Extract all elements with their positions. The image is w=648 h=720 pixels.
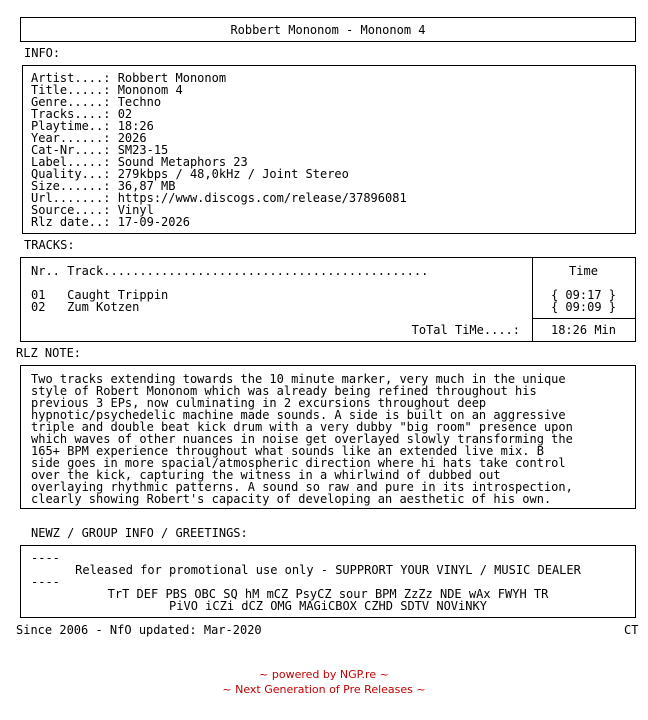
info-box — [22, 65, 636, 234]
total-time-label: ToTal TiMe....: — [411, 323, 520, 337]
track-row-2: 02 Zum Kotzen — [31, 300, 140, 314]
time-header: Time — [569, 264, 598, 278]
track-row-1: 01 Caught Trippin — [31, 288, 169, 302]
note-line: Two tracks extending towards the 10 minute marker, very much in the unique — [31, 372, 566, 386]
note-line: style of Robert Mononom which was already being refined throughout his — [31, 384, 537, 398]
note-line: clearly showing Robert's capacity of developing an aesthetic of his own. — [31, 492, 552, 506]
info-row-rlz-date: Rlz date..: 17-09-2026 — [31, 215, 190, 229]
info-row-url: Url.......: https://www.discogs.com/release/37896081 — [31, 191, 407, 205]
note-line: over the kick, capturing the witness in a whirlwind of dubbed out — [31, 468, 501, 482]
track-time-2: { 09:09 } — [550, 300, 617, 314]
tracks-total-divider — [532, 318, 635, 319]
note-line: overlaying rhythmic patterns. A sound so raw and pure in its introspection, — [31, 480, 573, 494]
newz-dash-bottom: ---- — [31, 575, 60, 589]
footer-initials: CT — [624, 623, 639, 637]
info-row-year: Year......: 2026 — [31, 131, 147, 145]
powered-by-link[interactable]: ~ powered by NGP.re ~ — [259, 668, 389, 681]
info-row-playtime: Playtime..: 18:26 — [31, 119, 154, 133]
info-row-title: Title.....: Mononom 4 — [31, 83, 183, 97]
info-row-catnr: Cat-Nr....: SM23-15 — [31, 143, 169, 157]
total-time-value: 18:26 Min — [550, 323, 617, 337]
note-line: triple and double beat kick drum with a very dubby "big room" presence upon — [31, 420, 573, 434]
release-title: Robbert Mononom - Mononom 4 — [230, 23, 426, 37]
greetings-line-2: PiVO iCZi dCZ OMG MAGiCBOX CZHD SDTV NOViNKY — [169, 599, 487, 613]
newz-box — [20, 545, 636, 618]
tracks-header: Nr.. Track............................................. — [31, 264, 429, 278]
note-line: hypnotic/psychedelic machine made sounds. A side is built on an aggressive — [31, 408, 566, 422]
newz-label: NEWZ / GROUP INFO / GREETINGS: — [31, 526, 248, 540]
note-line: previous 3 EPs, now culminating in 2 excursions throughout deep — [31, 396, 487, 410]
info-row-size: Size......: 36,87 MB — [31, 179, 176, 193]
greetings-line-1: TrT DEF PBS OBC SQ hM mCZ PsyCZ sour BPM ZzZz NDE wAx FWYH TR — [107, 587, 549, 601]
newz-dash-top: ---- — [31, 551, 60, 565]
track-time-1: { 09:17 } — [550, 288, 617, 302]
note-line: 165+ BPM experience throughout what sounds like an extended live mix. B — [31, 444, 544, 458]
tracks-label: TRACKS: — [24, 238, 75, 252]
info-row-source: Source....: Vinyl — [31, 203, 154, 217]
info-label: INFO: — [24, 46, 61, 60]
info-row-genre: Genre.....: Techno — [31, 95, 162, 109]
info-row-label: Label.....: Sound Metaphors 23 — [31, 155, 248, 169]
info-row-tracks: Tracks....: 02 — [31, 107, 133, 121]
note-line: side goes in more spacial/atmospheric direction where hi hats take control — [31, 456, 566, 470]
rlz-note-label: RLZ NOTE: — [16, 346, 82, 360]
info-row-artist: Artist....: Robbert Mononom — [31, 71, 227, 85]
powered-tagline: ~ Next Generation of Pre Releases ~ — [222, 683, 426, 696]
promo-text: Released for promotional use only - SUPPRORT YOUR VINYL / MUSIC DEALER — [75, 563, 581, 577]
title-box — [20, 17, 636, 42]
note-line: which waves of other nuances in noise get overlayed slowly transforming the — [31, 432, 573, 446]
tracks-box — [20, 257, 636, 342]
info-row-quality: Quality...: 279kbps / 48,0kHz / Joint Stereo — [31, 167, 349, 181]
footer-updated: Since 2006 - NfO updated: Mar-2020 — [16, 623, 262, 637]
rlz-note-box — [20, 365, 636, 509]
